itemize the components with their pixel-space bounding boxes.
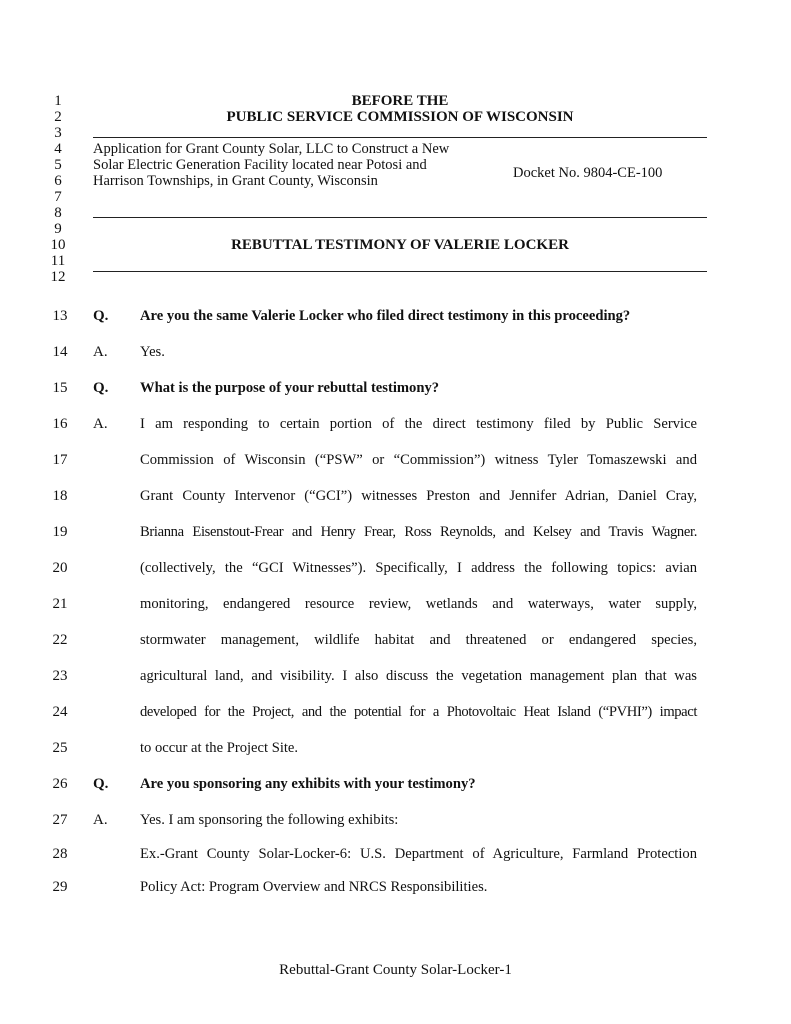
line-number: 9 [54,221,62,237]
document-title: REBUTTAL TESTIMONY OF VALERIE LOCKER [231,237,569,253]
answer-marker: A. [93,812,108,828]
question-marker: Q. [93,776,109,792]
line-number: 5 [54,157,62,173]
line-number: 15 [52,380,68,396]
line-number: 27 [52,812,68,828]
answer-marker: A. [93,344,108,360]
line-number: 13 [52,308,68,324]
answer-text: Yes. [140,344,165,360]
line-number: 17 [52,452,68,468]
answer-text: (collectively, the “GCI Witnesses”). Specifically, I address the following topics: avian [140,560,697,576]
line-number: 21 [52,596,68,612]
line-number: 11 [50,253,66,269]
docket-number: Docket No. 9804-CE-100 [513,165,663,181]
line-number: 19 [52,524,68,540]
caption-line: Harrison Townships, in Grant County, Wisconsin [93,173,378,189]
divider-middle [93,217,707,218]
line-number: 2 [54,109,62,125]
caption-line: Application for Grant County Solar, LLC to Construct a New [93,141,450,157]
answer-text: Commission of Wisconsin (“PSW” or “Commission”) witness Tyler Tomaszewski and [140,452,697,468]
line-number: 6 [54,173,62,189]
question-text: Are you sponsoring any exhibits with your testimony? [140,776,476,792]
exhibit-text: Ex.-Grant County Solar-Locker-6: U.S. Department of Agriculture, Farmland Protection [140,846,697,862]
exhibit-text: Policy Act: Program Overview and NRCS Responsibilities. [140,879,488,895]
line-number: 4 [54,141,62,157]
answer-text: monitoring, endangered resource review, wetlands and waterways, water supply, [140,596,697,612]
line-number: 20 [52,560,68,576]
answer-text: to occur at the Project Site. [140,740,299,756]
divider-top [93,137,707,138]
answer-text: I am responding to certain portion of the direct testimony filed by Public Service [140,416,697,432]
line-number: 28 [52,846,68,862]
line-number: 14 [52,344,68,360]
divider-bottom [93,271,707,272]
page-footer: Rebuttal-Grant County Solar-Locker-1 [279,962,512,978]
question-marker: Q. [93,380,109,396]
header-before-the: BEFORE THE [351,93,449,109]
line-number: 22 [52,632,68,648]
answer-text: Grant County Intervenor (“GCI”) witnesses Preston and Jennifer Adrian, Daniel Cray, [140,488,697,504]
line-number: 16 [52,416,68,432]
line-number: 29 [52,879,68,895]
question-marker: Q. [93,308,109,324]
line-number: 26 [52,776,68,792]
answer-text: agricultural land, and visibility. I also discuss the vegetation management plan that was [140,668,697,684]
line-number: 7 [54,189,62,205]
line-number: 12 [50,269,66,285]
line-number: 25 [52,740,68,756]
answer-text: developed for the Project, and the potential for a Photovoltaic Heat Island (“PVHI”) impact [140,704,697,720]
header-commission-name: PUBLIC SERVICE COMMISSION OF WISCONSIN [226,109,574,125]
line-number: 24 [52,704,68,720]
question-text: What is the purpose of your rebuttal testimony? [140,380,440,396]
line-number: 1 [54,93,62,109]
question-text: Are you the same Valerie Locker who filed direct testimony in this proceeding? [140,308,631,324]
line-number: 3 [54,125,62,141]
line-number: 23 [52,668,68,684]
caption-line: Solar Electric Generation Facility located near Potosi and [93,157,427,173]
answer-text: Brianna Eisenstout-Frear and Henry Frear, Ross Reynolds, and Kelsey and Travis Wagner. [140,524,697,540]
line-number: 18 [52,488,68,504]
answer-marker: A. [93,416,108,432]
answer-text: Yes. I am sponsoring the following exhibits: [140,812,399,828]
answer-text: stormwater management, wildlife habitat and threatened or endangered species, [140,632,697,648]
line-number: 10 [50,237,66,253]
line-number: 8 [54,205,62,221]
